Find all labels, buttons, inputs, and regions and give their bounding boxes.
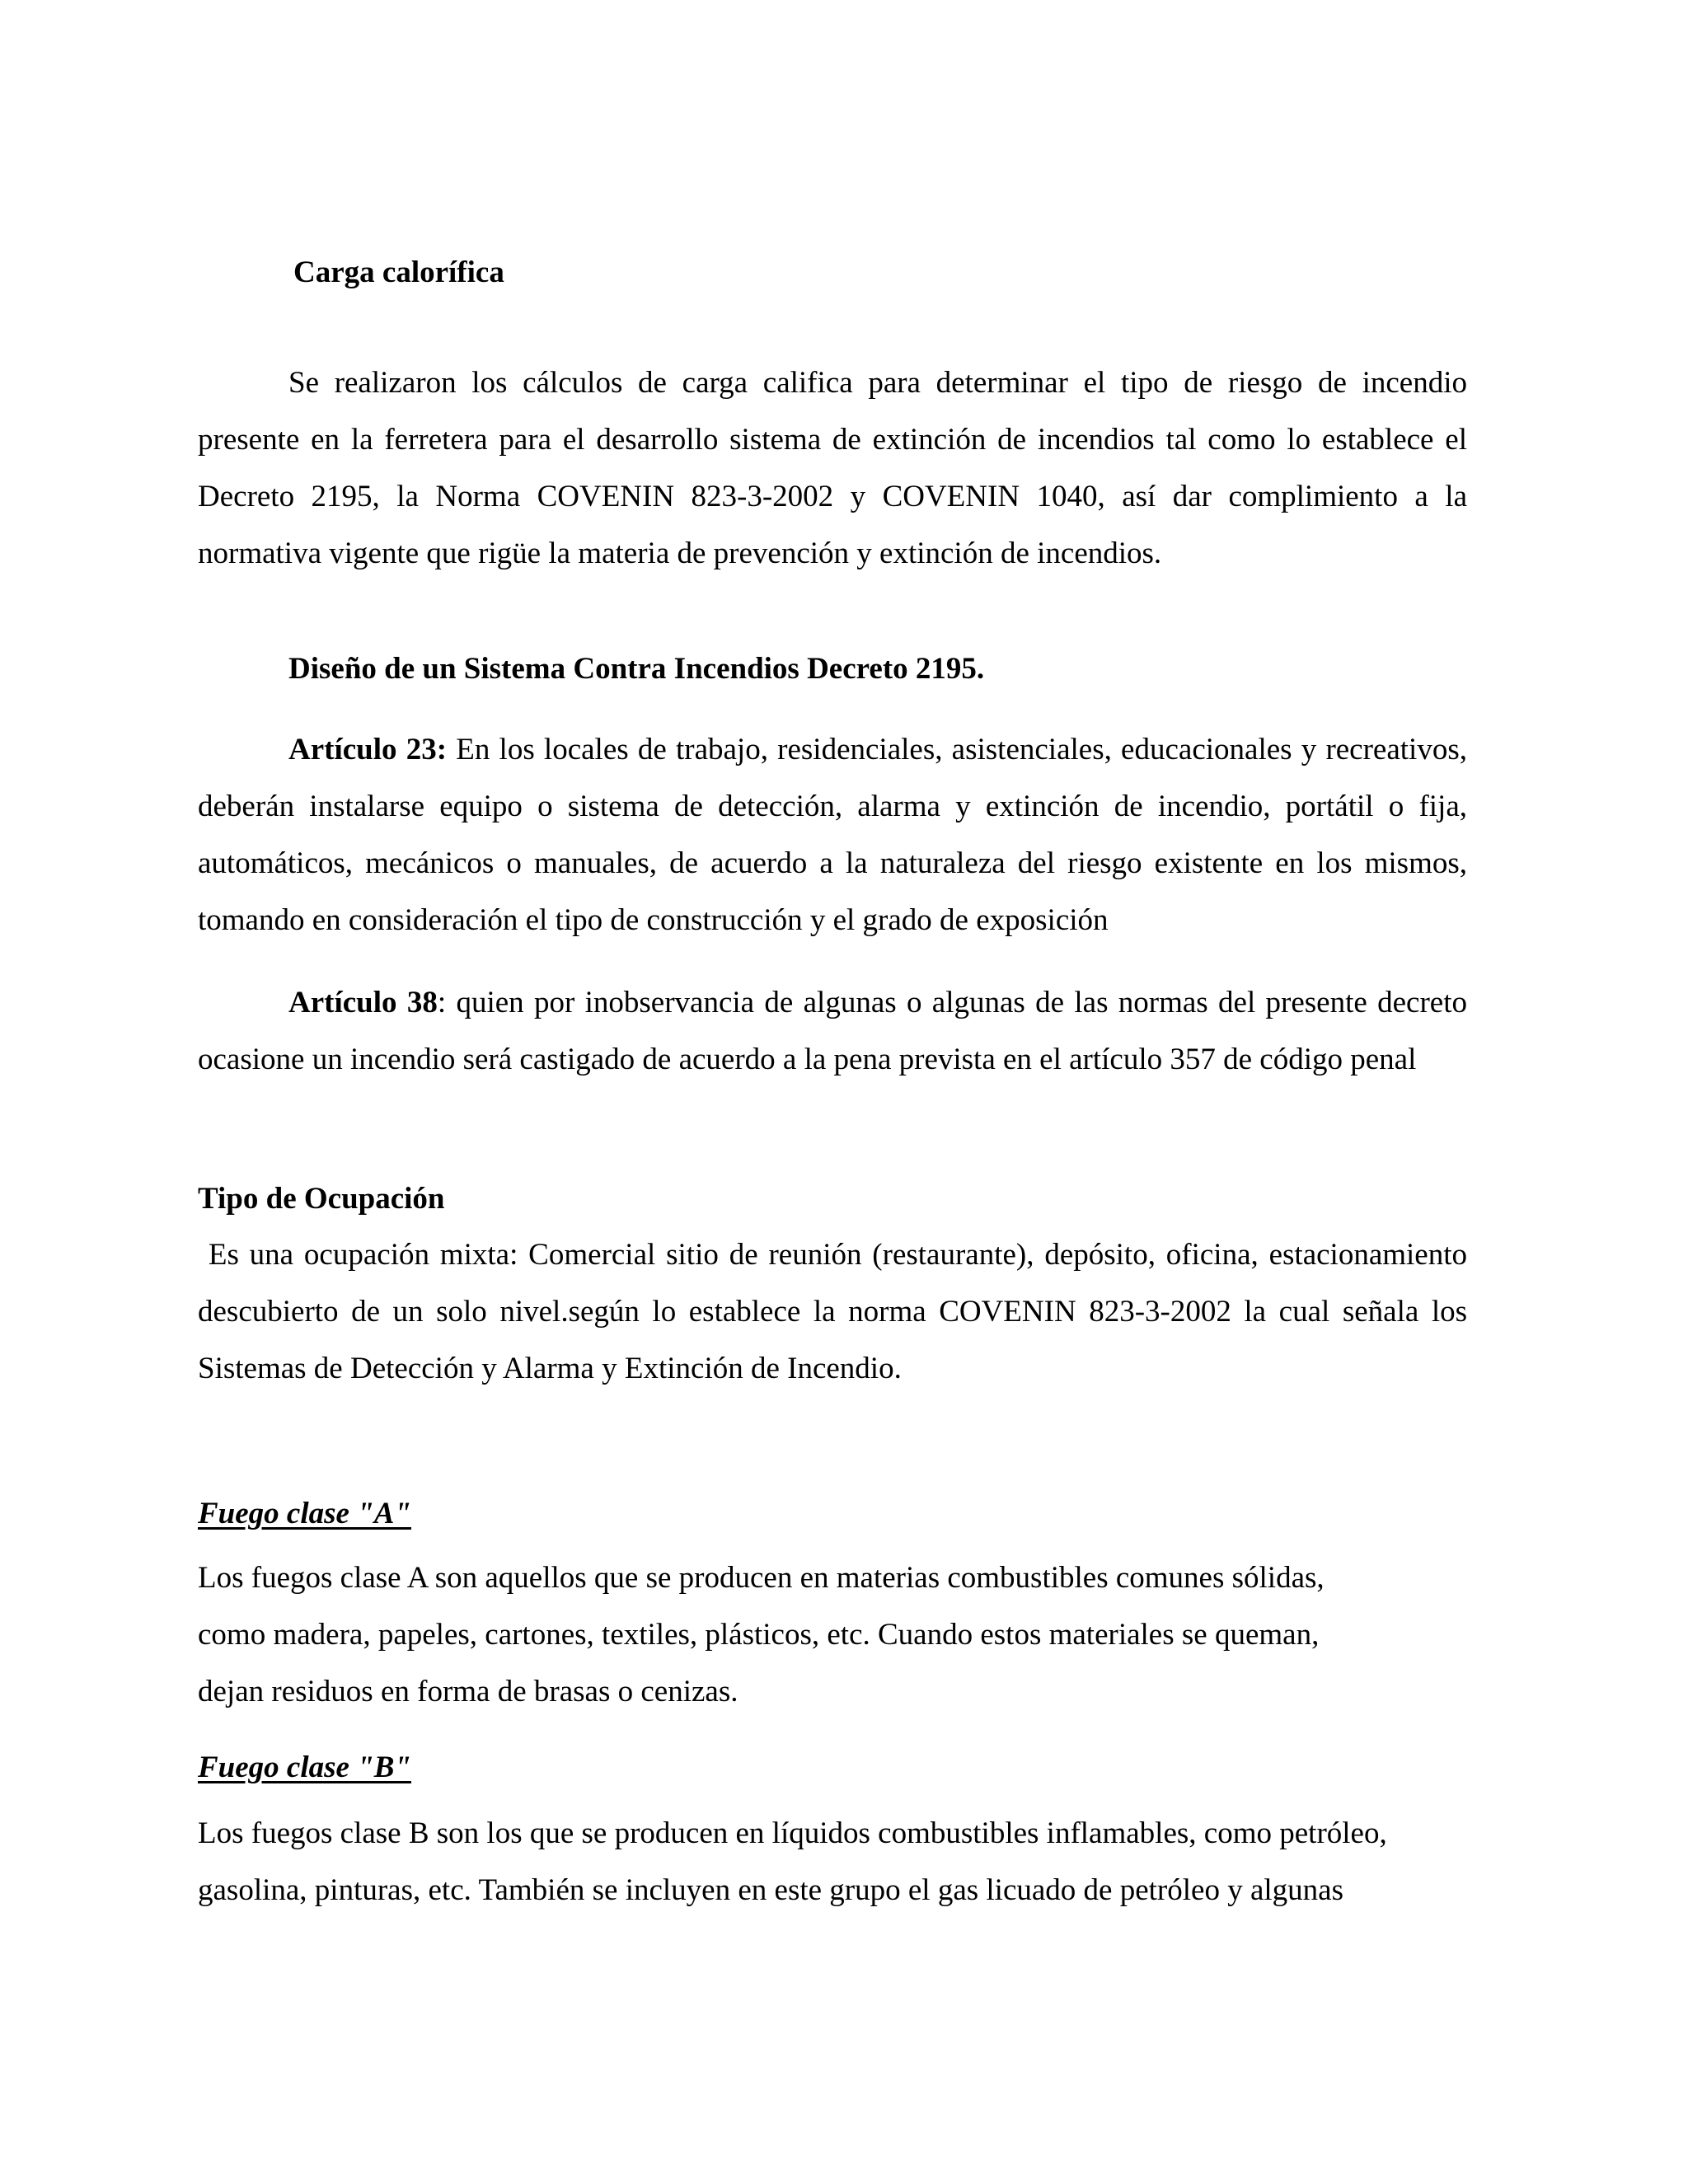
paragraph-articulo-38	[198, 974, 1467, 1088]
heading-tipo-ocupacion: Tipo de Ocupación	[198, 1182, 445, 1216]
clase-b-line: gasolina, pinturas, etc. También se incluyen en este grupo el gas licuado de petróleo y algunas	[198, 1873, 1343, 1907]
clase-a-line: Los fuegos clase A son aquellos que se producen en materias combustibles comunes sólidas,	[198, 1561, 1325, 1595]
articulo-38-text: : quien por inobservancia de algunas o algunas de las normas del presente decreto ocasione un incendio será castigado de acuerdo a la pena prevista en el artículo 357 de código penal	[198, 986, 1467, 1076]
paragraph-fuego-clase-a	[198, 1549, 1467, 1720]
articulo-23-text: En los locales de trabajo, residenciales, asistenciales, educacionales y recreativos, deberán instalarse equipo o sistema de detección, alarma y extinción de incendio, portátil o fija, automáticos, mecánicos o manuales, de acuerdo a la naturaleza del riesgo existente en los mismos, tomando en consideración el tipo de construcción y el grado de exposición	[198, 733, 1467, 937]
paragraph-tipo-ocupacion: Es una ocupación mixta: Comercial sitio de reunión (restaurante), depósito, oficina, estacionamiento descubierto de un solo nivel.según lo establece la norma COVENIN 823-3-2002 la cual señala los Sistemas de Detección y Alarma y Extinción de Incendio.	[198, 1238, 1475, 1385]
heading-diseno-sistema: Diseño de un Sistema Contra Incendios Decreto 2195.	[288, 652, 985, 686]
clase-a-line: dejan residuos en forma de brasas o cenizas.	[198, 1675, 738, 1708]
heading-fuego-clase-b: Fuego clase "B"	[198, 1750, 411, 1784]
clase-b-line: Los fuegos clase B son los que se producen en líquidos combustibles inflamables, como petróleo,	[198, 1816, 1387, 1850]
paragraph-fuego-clase-b	[198, 1805, 1467, 1919]
articulo-38-label: Artículo 38	[288, 986, 438, 1019]
articulo-23-label: Artículo 23:	[288, 733, 448, 766]
paragraph-carga-calorifica: Se realizaron los cálculos de carga califica para determinar el tipo de riesgo de incendio presente en la ferretera para el desarrollo sistema de extinción de incendios tal como lo establece el Decreto 2195, la Norma COVENIN 823-3-2002 y COVENIN 1040, así dar complimiento a la normativa vigente que rigüe la materia de prevención y extinción de incendios.	[198, 366, 1467, 570]
heading-carga-calorifica: Carga calorífica	[293, 255, 504, 289]
paragraph-articulo-23	[198, 721, 1467, 949]
clase-a-line: como madera, papeles, cartones, textiles, plásticos, etc. Cuando estos materiales se queman,	[198, 1618, 1320, 1652]
heading-fuego-clase-a: Fuego clase "A"	[198, 1497, 411, 1530]
